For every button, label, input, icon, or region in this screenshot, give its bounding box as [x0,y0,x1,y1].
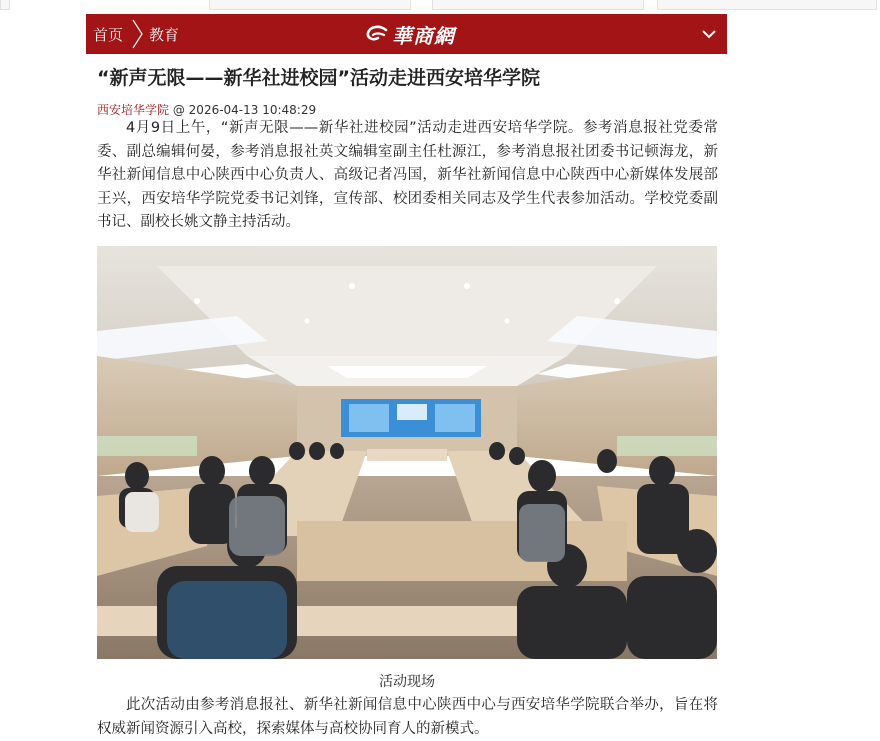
nav-home-link[interactable]: 首页 [93,25,124,44]
breadcrumb-chevron-icon [132,14,144,54]
article-source-link[interactable]: 西安培华学院 [97,103,170,117]
chevron-down-icon[interactable] [699,24,719,44]
nav-category-link[interactable]: 教育 [149,25,180,44]
logo-wordmark: 華商網 [392,23,455,48]
top-strip-segment [657,0,877,10]
article-meta [97,101,316,118]
top-nav-bar [86,14,727,54]
top-strip-segment [432,0,644,10]
article-title: “新声无限——新华社进校园”活动走进西安培华学院 [97,67,540,89]
article-photo [97,246,717,659]
conference-room-photo [97,246,717,659]
browser-top-strip [0,0,880,13]
article-datetime: 2026-04-13 10:48:29 [188,103,317,117]
top-strip-segment [209,0,411,10]
article-paragraph-2: 此次活动由参考消息报社、新华社新闻信息中心陕西中心与西安培华学院联合举办，旨在将权威新闻资源引入高校，探索媒体与高校协同育人的新模式。 [97,697,718,737]
meta-separator: @ [172,103,185,117]
top-strip-segment [0,0,10,10]
photo-caption: 活动现场 [379,674,435,690]
logo-swirl-icon [366,25,388,43]
site-logo[interactable] [366,20,455,48]
article-paragraph-1: 4月9日上午，“新声无限——新华社进校园”活动走进西安培华学院。参考消息报社党委常委、副总编辑何晏，参考消息报社英文编辑室副主任杜源江，参考消息报社团委书记顿海龙，新华社新闻信息中心陕西中心负责人、高级记者冯国，新华社新闻信息中心陕西中心新媒体发展部王兴，西安培华学院党委书记刘锋，宣传部、校团委相关同志及学生代表参加活动。学校党委副书记、副校长姚文静主持活动。 [97,120,718,230]
